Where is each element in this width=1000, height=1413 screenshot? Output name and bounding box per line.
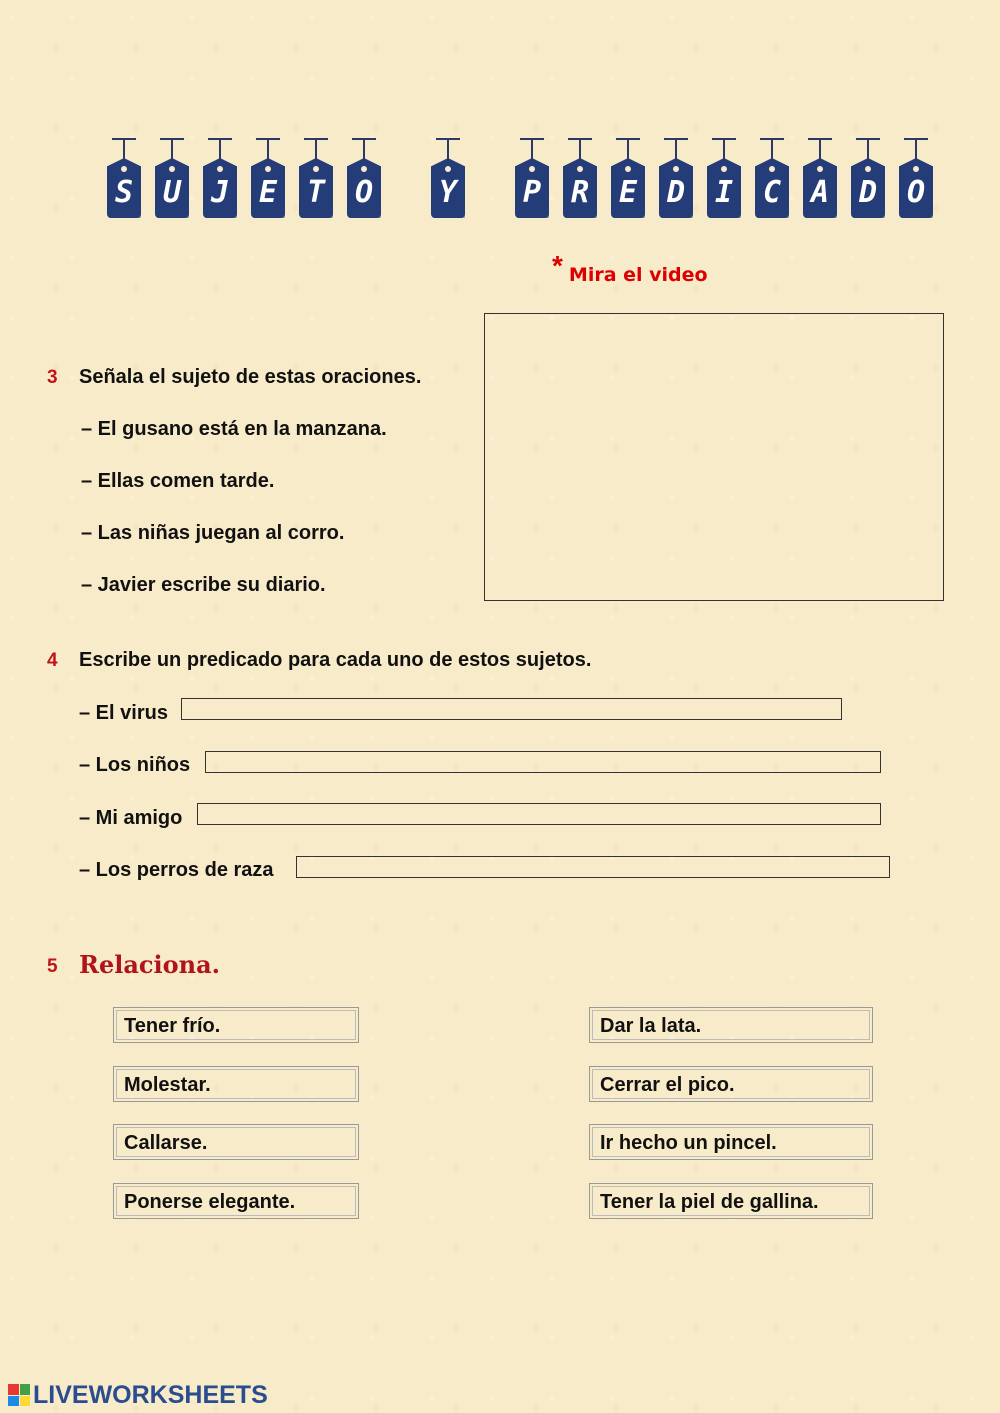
tag-hole: [673, 166, 679, 172]
logo-square-3: [8, 1396, 19, 1407]
tag-string: [363, 139, 365, 161]
tag-string: [723, 139, 725, 161]
title-letter: A: [810, 175, 830, 210]
tag-string: [867, 139, 869, 161]
tag-hole: [121, 166, 127, 172]
match-right-1[interactable]: Dar la lata.: [589, 1007, 873, 1043]
tag-string: [531, 139, 533, 161]
tag-hole: [445, 166, 451, 172]
title-tag: [897, 132, 935, 224]
match-left-3[interactable]: Callarse.: [113, 1124, 359, 1160]
tag-hole: [313, 166, 319, 172]
match-left-4[interactable]: Ponerse elegante.: [113, 1183, 359, 1219]
tag-hole: [265, 166, 271, 172]
tag-string: [267, 139, 269, 161]
exercise-4-subject-4: – Los perros de raza: [79, 859, 274, 881]
title-letter: C: [762, 175, 782, 210]
predicate-input-1[interactable]: [181, 698, 842, 720]
tag-string: [675, 139, 677, 161]
title-letter: I: [714, 175, 734, 210]
title-tag: [657, 132, 695, 224]
tag-string: [447, 139, 449, 161]
exercise-3-number: 3: [47, 367, 58, 388]
title-tag: [561, 132, 599, 224]
tag-hole: [625, 166, 631, 172]
exercise-3-sentence-3[interactable]: – Las niñas juegan al corro.: [81, 522, 345, 544]
worksheet-title: [105, 132, 926, 227]
exercise-4-subject-2: – Los niños: [79, 754, 191, 776]
exercise-4-number: 4: [47, 650, 58, 671]
tag-string: [579, 139, 581, 161]
match-right-3[interactable]: Ir hecho un pincel.: [589, 1124, 873, 1160]
video-label: [552, 250, 708, 286]
tag-hole: [529, 166, 535, 172]
title-tag: [153, 132, 191, 224]
match-left-1[interactable]: Tener frío.: [113, 1007, 359, 1043]
tag-hole: [913, 166, 919, 172]
title-letter: T: [306, 175, 326, 210]
tag-string: [771, 139, 773, 161]
title-letter: J: [210, 175, 230, 210]
predicate-input-4[interactable]: [296, 856, 890, 878]
title-letter: U: [162, 175, 182, 210]
exercise-3-instruction: Señala el sujeto de estas oraciones.: [79, 366, 422, 388]
title-letter: R: [570, 175, 590, 210]
title-letter: E: [618, 175, 638, 210]
tag-string: [219, 139, 221, 161]
logo-text: LIVEWORKSHEETS: [33, 1380, 268, 1409]
exercise-4-subject-3: – Mi amigo: [79, 807, 183, 829]
predicate-input-3[interactable]: [197, 803, 881, 825]
title-tag: [297, 132, 335, 224]
tag-string: [171, 139, 173, 161]
title-tag: [801, 132, 839, 224]
tag-hole: [169, 166, 175, 172]
tag-hole: [721, 166, 727, 172]
tag-hole: [361, 166, 367, 172]
predicate-input-2[interactable]: [205, 751, 881, 773]
title-tag: [345, 132, 383, 224]
tag-string: [819, 139, 821, 161]
title-letter: D: [666, 175, 686, 210]
liveworksheets-logo-icon: [8, 1384, 30, 1406]
title-letter: E: [258, 175, 278, 210]
title-tag: [429, 132, 467, 224]
video-label-text: Mira el video: [568, 264, 708, 286]
title-letter: O: [354, 175, 374, 210]
title-letter: Y: [438, 175, 458, 210]
match-right-4[interactable]: Tener la piel de gallina.: [589, 1183, 873, 1219]
exercise-5-title: Relaciona.: [79, 950, 220, 979]
title-tag: [849, 132, 887, 224]
title-letter: P: [522, 175, 542, 210]
asterisk-icon: *: [552, 250, 563, 281]
tag-string: [627, 139, 629, 161]
tag-hole: [769, 166, 775, 172]
logo-square-4: [20, 1396, 31, 1407]
match-right-2[interactable]: Cerrar el pico.: [589, 1066, 873, 1102]
logo-square-1: [8, 1384, 19, 1395]
exercise-3-sentence-1[interactable]: – El gusano está en la manzana.: [81, 418, 387, 440]
title-tag: [609, 132, 647, 224]
title-tag: [753, 132, 791, 224]
title-tag: [105, 132, 143, 224]
title-letter: O: [906, 175, 926, 210]
exercise-4-subject-1: – El virus: [79, 702, 168, 724]
video-player[interactable]: [484, 313, 944, 601]
title-tag: [513, 132, 551, 224]
tag-hole: [217, 166, 223, 172]
tag-string: [915, 139, 917, 161]
tag-hole: [865, 166, 871, 172]
title-tag: [249, 132, 287, 224]
exercise-3-sentence-4[interactable]: – Javier escribe su diario.: [81, 574, 326, 596]
logo-square-2: [20, 1384, 31, 1395]
tag-hole: [577, 166, 583, 172]
liveworksheets-logo[interactable]: [8, 1380, 268, 1410]
match-left-2[interactable]: Molestar.: [113, 1066, 359, 1102]
tag-string: [123, 139, 125, 161]
title-tag: [705, 132, 743, 224]
title-tag: [201, 132, 239, 224]
tag-string: [315, 139, 317, 161]
exercise-3-sentence-2[interactable]: – Ellas comen tarde.: [81, 470, 275, 492]
tag-hole: [817, 166, 823, 172]
exercise-5-number: 5: [47, 956, 58, 977]
title-letter: S: [114, 175, 134, 210]
exercise-4-instruction: Escribe un predicado para cada uno de estos sujetos.: [79, 649, 592, 671]
title-letter: D: [858, 175, 878, 210]
